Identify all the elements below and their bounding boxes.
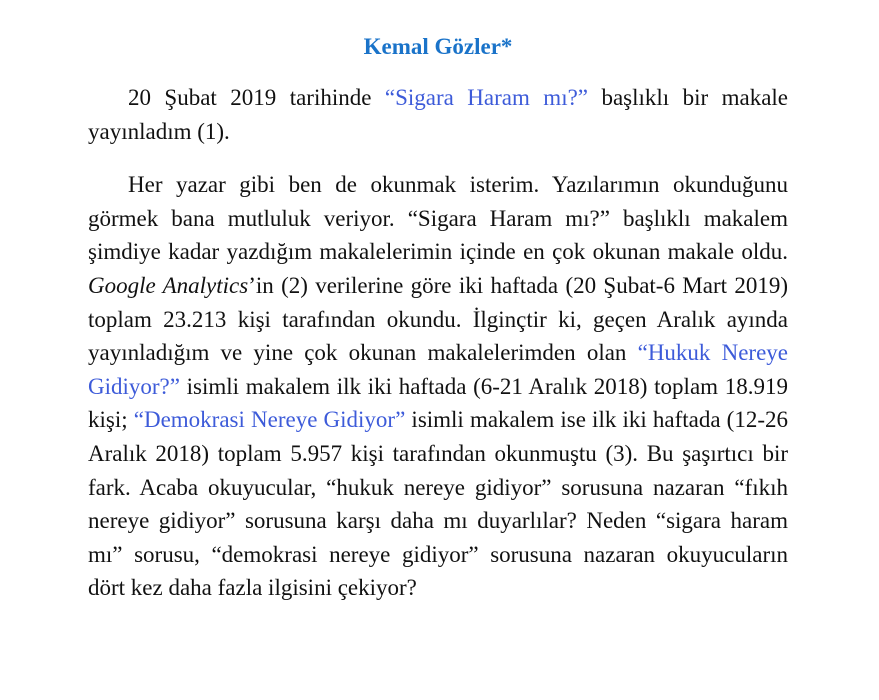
author-title: Kemal Gözler* — [363, 34, 513, 59]
paragraph-body-text-3: isimli makalem ilk iki haftada (6-21 Aralık 2018) toplam 18.919 kişi; — [88, 373, 788, 433]
paragraph-body-text-2: ’in (2) verilerine göre iki haftada (20 Şubat-6 Mart 2019) toplam 23.213 kişi tarafından okundu. İlginçtir ki, geçen Aralık ayında yayınladığım ve yine çok okunan makalelerimden olan — [88, 272, 788, 366]
paragraph-body-text-1: Her yazar gibi ben de okunmak isterim. Yazılarımın okunduğunu görmek bana mutluluk veriyor. “Sigara Haram mı?” başlıklı makalem şimdiye kadar yazdığım makalelerimin içinde en çok okunan makale oldu. — [88, 172, 788, 265]
paragraph-intro-text-2: başlıklı bir makale yayınladım (1). — [88, 85, 788, 144]
google-analytics-text: Google Analytics — [88, 272, 249, 298]
article — [88, 0, 788, 605]
link-hukuk-nereye-gidiyor[interactable]: “Hukuk Nereye Gidiyor?” — [88, 340, 789, 399]
paragraph-body — [88, 168, 788, 605]
link-demokrasi-nereye-gidiyor[interactable]: “Demokrasi Nereye Gidiyor” — [133, 407, 406, 433]
paragraph-intro — [88, 81, 788, 148]
paragraph-body-text-4: isimli makalem ise ilk iki haftada (12-26 Aralık 2018) toplam 5.957 kişi tarafından okunmuştu (3). Bu şaşırtıcı bir fark. Acaba okuyucular, “hukuk nereye gidiyor” sorusuna nazaran “fıkıh nereye gidiyor” sorusuna karşı daha mı duyarlılar? Neden “sigara haram mı” sorusu, “demokrasi nereye gidiyor” sorusuna nazaran okuyucuların dört kez daha fazla ilgisini çekiyor? — [88, 407, 788, 601]
link-sigara-haram-mi[interactable]: “Sigara Haram mı?” — [384, 85, 589, 110]
paragraph-intro-text-1: 20 Şubat 2019 tarihinde — [128, 85, 385, 110]
